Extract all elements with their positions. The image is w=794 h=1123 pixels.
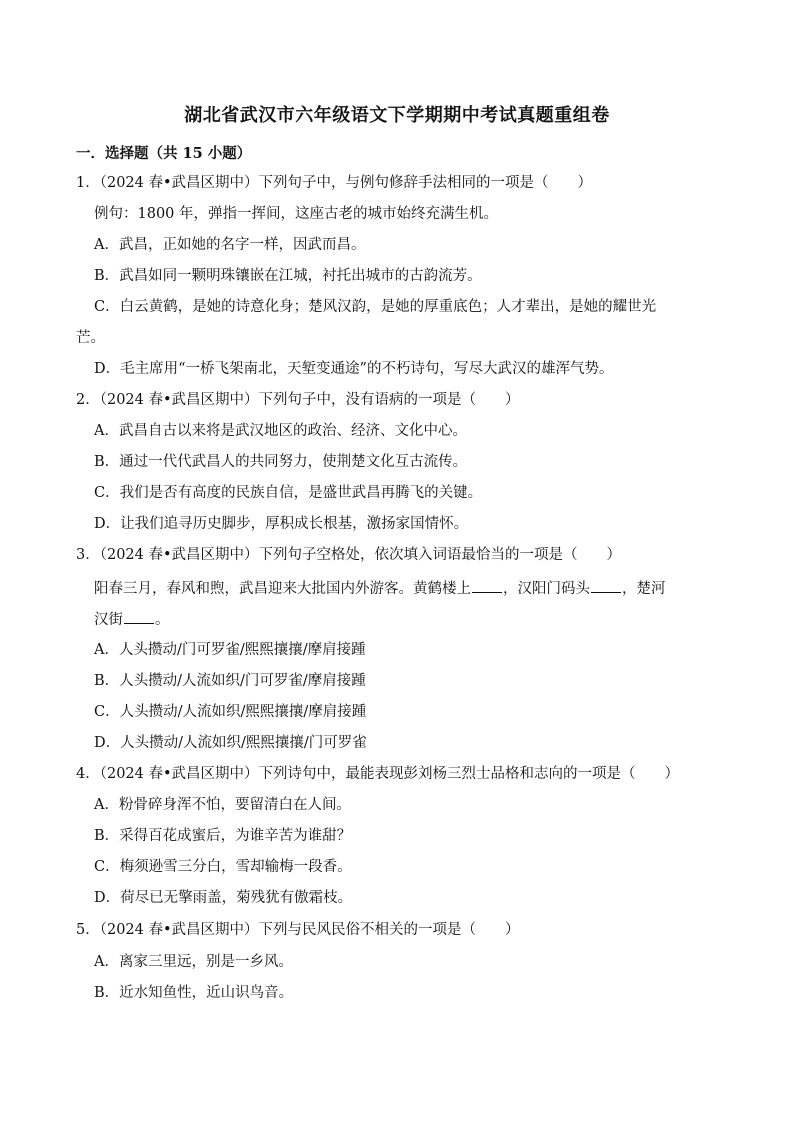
question-5-option-b: B．近水知鱼性，近山识鸟音。 [94,985,294,1001]
passage-text: ，汉阳门码头 [503,581,590,597]
question-3-passage-line-2 [94,609,170,630]
question-1-option-c-continued: 芒。 [76,330,105,346]
question-3-option-b: B．人头攒动/人流如织/门可罗雀/摩肩接踵 [94,673,366,689]
section-heading: 一．选择题（共 15 小题） [76,145,252,162]
question-5-stem: 5．（2024 春•武昌区期中）下列与民风民俗不相关的一项是（ ） [76,922,520,938]
fill-blank-1 [472,578,502,593]
question-4-option-b: B．采得百花成蜜后，为谁辛苦为谁甜？ [94,828,352,844]
passage-text: 。 [155,612,170,628]
fill-blank-2 [591,578,621,593]
passage-text: ，楚河 [622,581,666,597]
question-2-option-d: D．让我们追寻历史脚步，厚积成长根基，激扬家国情怀。 [94,516,469,532]
question-4-stem: 4．（2024 春•武昌区期中）下列诗句中，最能表现彭刘杨三烈士品格和志向的一项是（ ） [76,766,680,782]
question-1-option-b: B．武昌如同一颗明珠镶嵌在江城，衬托出城市的古韵流芳。 [94,268,482,284]
question-3-option-a: A．人头攒动/门可罗雀/熙熙攘攘/摩肩接踵 [94,642,366,658]
question-5-option-a: A．离家三里远，别是一乡风。 [94,954,293,970]
question-2-stem: 2．（2024 春•武昌区期中）下列句子中，没有语病的一项是（ ） [76,392,520,408]
fill-blank-3 [124,609,154,624]
question-2-option-b: B．通过一代代武昌人的共同努力，使荆楚文化互古流传。 [94,454,468,470]
question-1-option-a: A．武昌，正如她的名字一样，因武而昌。 [94,237,366,253]
question-3-option-d: D．人头攒动/人流如织/熙熙攘攘/门可罗雀 [94,735,367,751]
document-title: 湖北省武汉市六年级语文下学期期中考试真题重组卷 [184,105,610,126]
question-4-option-a: A．粉骨碎身浑不怕，要留清白在人间。 [94,797,351,813]
question-2-option-a: A．武昌自古以来将是武汉地区的政治、经济、文化中心。 [94,423,467,439]
question-3-passage-line-1 [94,578,666,599]
question-1-example: 例句：1800 年，弹指一挥间，这座古老的城市始终充满生机。 [94,206,499,222]
passage-text: 汉街 [94,612,123,628]
question-3-stem: 3．（2024 春•武昌区期中）下列句子空格处，依次填入词语最恰当的一项是（ ） [76,547,622,563]
question-4-option-c: C．梅须逊雪三分白，雪却输梅一段香。 [94,859,352,875]
question-1-option-d: D．毛主席用“一桥飞架南北，天堑变通途”的不朽诗句，写尽大武汉的雄浑气势。 [94,361,614,377]
question-1-stem: 1．（2024 春•武昌区期中）下列句子中，与例句修辞手法相同的一项是（ ） [76,175,593,191]
question-3-option-c: C．人头攒动/人流如织/熙熙攘攘/摩肩接踵 [94,704,367,720]
passage-text: 阳春三月，春风和煦，武昌迎来大批国内外游客。黄鹤楼上 [94,581,471,597]
question-2-option-c: C．我们是否有高度的民族自信，是盛世武昌再腾飞的关键。 [94,485,483,501]
question-4-option-d: D．荷尽已无擎雨盖，菊残犹有傲霜枝。 [94,890,353,906]
question-1-option-c: C．白云黄鹤，是她的诗意化身；楚风汉韵，是她的厚重底色；人才辈出，是她的耀世光 [94,299,657,315]
